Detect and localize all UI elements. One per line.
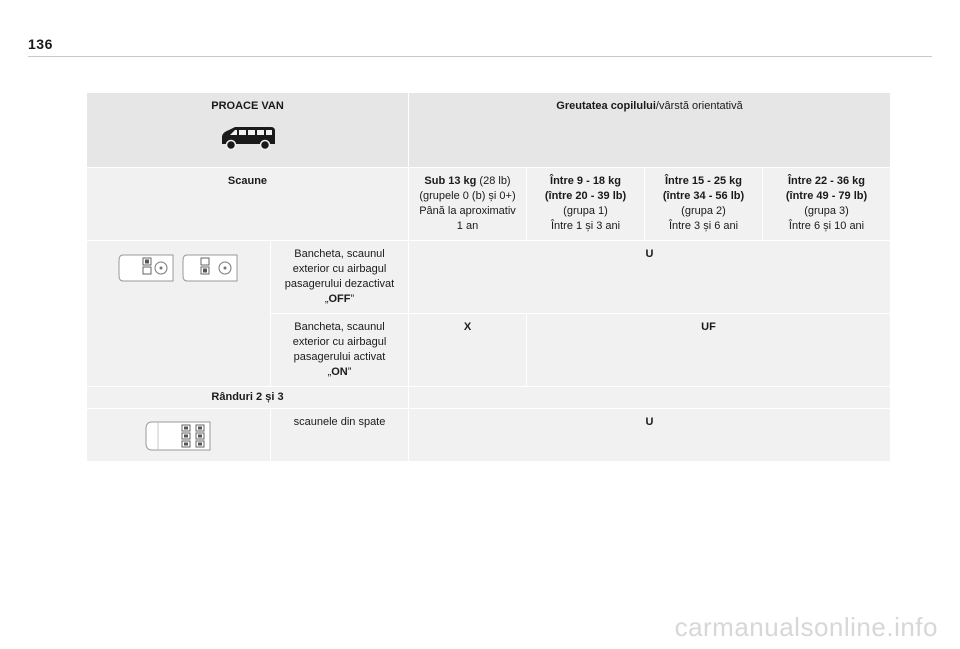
group-2-line1: Între 15 - 25 kg (664, 175, 743, 187)
group-cell-0 (409, 168, 527, 241)
group-2-line3: (grupa 2) (681, 205, 726, 217)
airbag-on-label-cell (271, 314, 409, 387)
airbag-off-value-cell (409, 241, 891, 314)
airbag-on-rest-value: UF (701, 321, 716, 333)
weight-header-rest: /vârstă orientativă (655, 100, 743, 112)
vehicle-name: PROACE VAN (211, 100, 284, 112)
group-1-line1: Între 9 - 18 kg (550, 175, 621, 187)
group-0-line2: (grupele 0 (b) și 0+) (419, 190, 516, 202)
header-rule (28, 56, 932, 57)
weight-header-bold: Greutatea copilului (556, 100, 656, 112)
rear-seats-label: scaunele din spate (293, 416, 386, 428)
table-row-airbag-off (87, 241, 891, 314)
airbag-on-group1-cell (409, 314, 527, 387)
rear-seats-value-cell (409, 409, 891, 462)
seats-label: Scaune (227, 175, 268, 187)
vehicle-cell (87, 93, 409, 168)
quote-close: ” (347, 366, 352, 378)
group-3-line4: Între 6 și 10 ani (788, 220, 865, 232)
child-seat-table (86, 92, 891, 462)
rear-seats-diagram-icon (144, 419, 214, 453)
table-row-rear-seats (87, 409, 891, 462)
cab-seat-diagram-icon (117, 251, 177, 285)
rows-2-3-label: Rânduri 2 și 3 (211, 391, 284, 403)
quote-open: „ (327, 366, 332, 378)
rows-2-3-empty-cell (409, 387, 891, 409)
rows-2-3-label-cell (87, 387, 409, 409)
airbag-off-line2: exterior cu airbagul (292, 263, 387, 275)
airbag-on-line2: exterior cu airbagul (292, 336, 387, 348)
group-3-line1: Între 22 - 36 kg (787, 175, 866, 187)
airbag-on-status: ON (331, 366, 348, 378)
airbag-off-line1: Bancheta, scaunul (294, 248, 385, 260)
quote-close: ” (350, 293, 355, 305)
airbag-off-status: OFF (328, 293, 351, 305)
group-cell-1 (527, 168, 645, 241)
group-0-line1-bold: Sub 13 kg (424, 175, 477, 187)
group-3-line2: (între 49 - 79 lb) (785, 190, 868, 202)
quote-open: „ (324, 293, 329, 305)
group-cell-3 (763, 168, 891, 241)
airbag-off-value: U (645, 248, 654, 260)
group-0-line1-rest: (28 lb) (476, 175, 511, 187)
cab-seat-diagram-icon (181, 251, 241, 285)
group-0-line3: Până la aproximativ (419, 205, 516, 217)
seats-label-cell (87, 168, 409, 241)
group-0-line4: 1 an (456, 220, 479, 232)
rear-seats-value: U (645, 416, 654, 428)
group-2-line4: Între 3 și 6 ani (668, 220, 739, 232)
airbag-on-group1-value: X (463, 321, 472, 333)
rear-seats-label-cell (271, 409, 409, 462)
cab-diagram-cell (87, 241, 271, 387)
group-2-line2: (între 34 - 56 lb) (662, 190, 745, 202)
group-3-line3: (grupa 3) (804, 205, 849, 217)
rear-diagram-cell (87, 409, 271, 462)
airbag-off-line3: pasagerului dezactivat (284, 278, 395, 290)
weight-header-cell (409, 93, 891, 168)
page-number: 136 (28, 36, 53, 52)
group-1-line4: Între 1 și 3 ani (550, 220, 621, 232)
group-1-line3: (grupa 1) (563, 205, 608, 217)
airbag-off-label-cell (271, 241, 409, 314)
van-side-icon (219, 124, 277, 152)
table-header-row (87, 93, 891, 168)
airbag-on-line1: Bancheta, scaunul (294, 321, 385, 333)
watermark: carmanualsonline.info (674, 612, 938, 642)
airbag-on-rest-cell (527, 314, 891, 387)
group-1-line2: (între 20 - 39 lb) (544, 190, 627, 202)
airbag-on-line3: pasagerului activat (293, 351, 386, 363)
table-row-rows-2-3 (87, 387, 891, 409)
table-groups-row (87, 168, 891, 241)
group-cell-2 (645, 168, 763, 241)
